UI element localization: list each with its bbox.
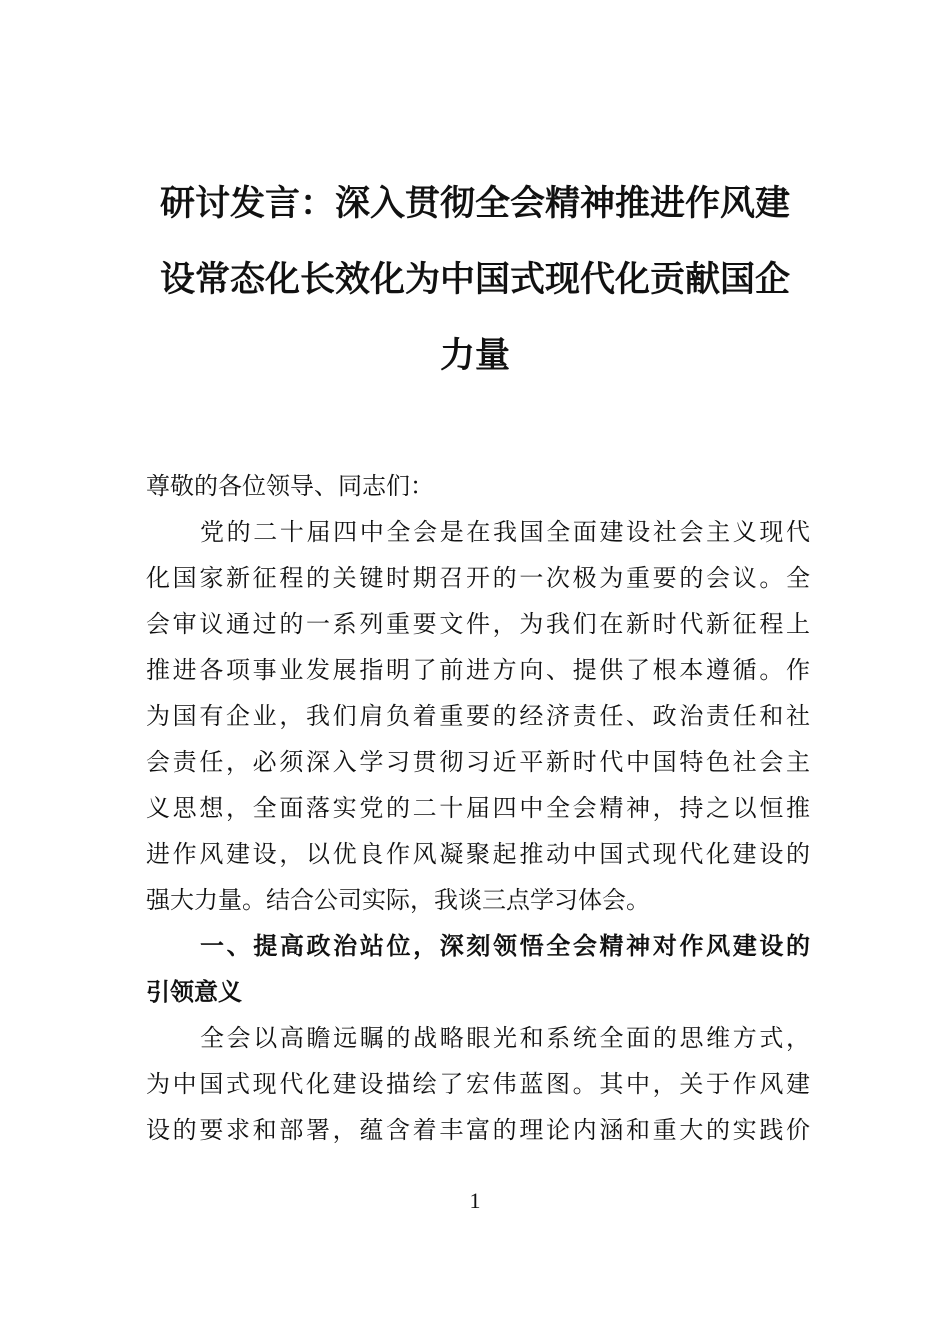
- salutation: 尊敬的各位领导、同志们：: [146, 472, 434, 500]
- section-heading-line: 引领意义: [146, 978, 242, 1006]
- paragraph-line: 党的二十届四中全会是在我国全面建设社会主义现代: [200, 518, 810, 546]
- paragraph-line: 设的要求和部署，蕴含着丰富的理论内涵和重大的实践价: [146, 1116, 810, 1144]
- paragraph-line: 会审议通过的一系列重要文件，为我们在新时代新征程上: [146, 610, 810, 638]
- paragraph-line: 全会以高瞻远瞩的战略眼光和系统全面的思维方式，: [200, 1024, 810, 1052]
- document-title: [140, 166, 810, 394]
- paragraph-line: 义思想，全面落实党的二十届四中全会精神，持之以恒推: [146, 794, 810, 822]
- title-line: 力量: [439, 335, 510, 376]
- paragraph-line: 进作风建设，以优良作风凝聚起推动中国式现代化建设的: [146, 840, 810, 868]
- title-line: 设常态化长效化为中国式现代化贡献国企: [159, 259, 790, 300]
- paragraph-line: 为中国式现代化建设描绘了宏伟蓝图。其中，关于作风建: [146, 1070, 810, 1098]
- paragraph-line: 会责任，必须深入学习贯彻习近平新时代中国特色社会主: [146, 748, 810, 776]
- title-line: 研讨发言：深入贯彻全会精神推进作风建: [159, 183, 790, 224]
- paragraph-line: 推进各项事业发展指明了前进方向、提供了根本遵循。作: [146, 656, 810, 684]
- document-body: [146, 463, 810, 1153]
- paragraph-line: 为国有企业，我们肩负着重要的经济责任、政治责任和社: [146, 702, 810, 730]
- paragraph-line: 强大力量。结合公司实际，我谈三点学习体会。: [146, 886, 650, 914]
- page-number: 1: [469, 1188, 481, 1213]
- paragraph-line: 化国家新征程的关键时期召开的一次极为重要的会议。全: [146, 564, 810, 592]
- section-heading-line: 一、提高政治站位，深刻领悟全会精神对作风建设的: [200, 932, 810, 960]
